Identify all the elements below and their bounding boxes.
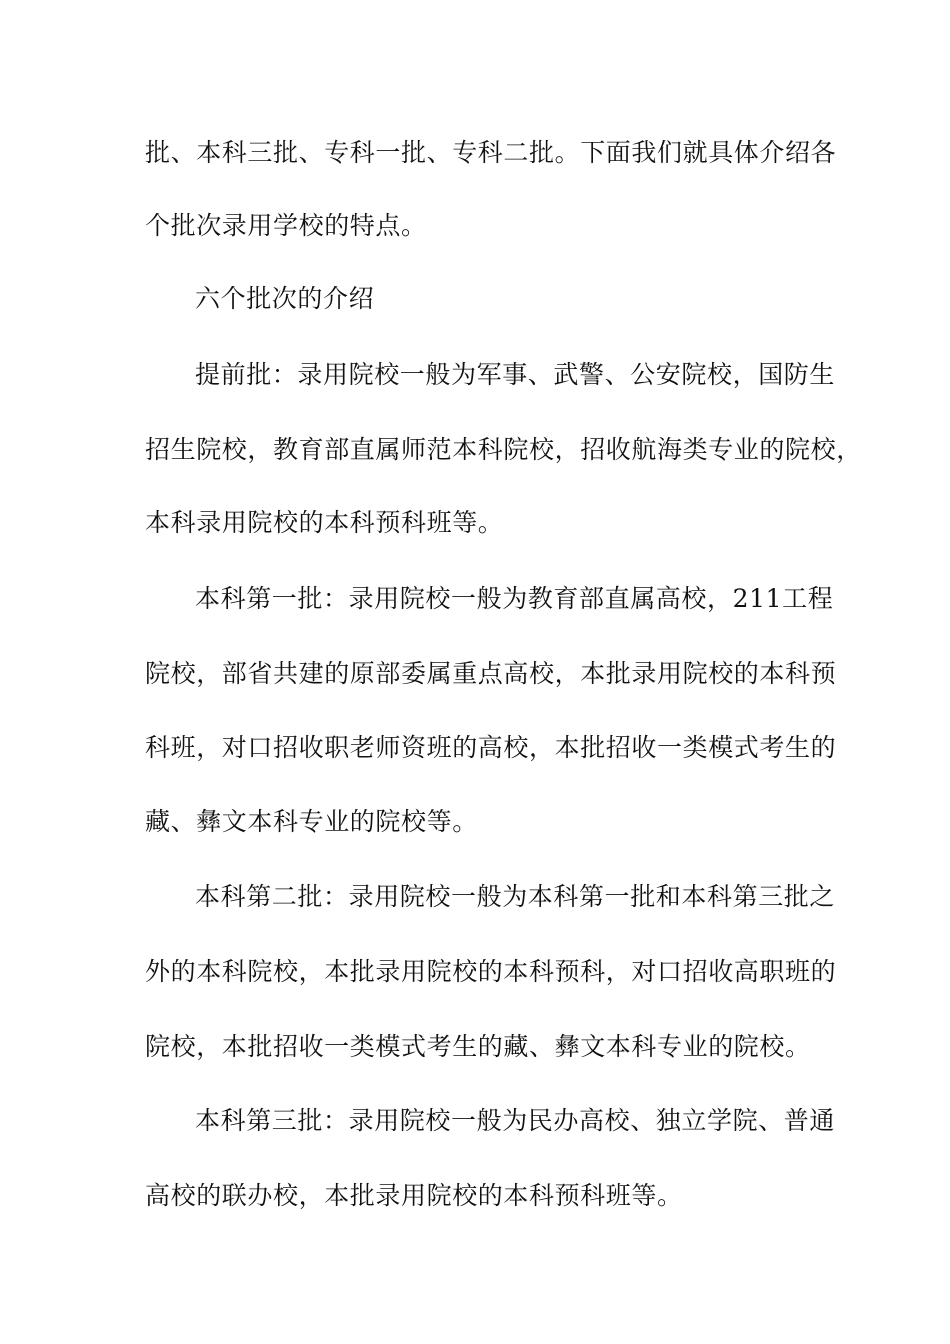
text-line: 提前批：录用院校一般为军事、武警、公安院校，国防生	[195, 360, 836, 389]
text-line: 科班，对口招收职老师资班的高校，本批招收一类模式考生的	[145, 733, 837, 762]
text-line: 藏、彝文本科专业的院校等。	[145, 807, 478, 836]
text-line: 本科第一批：录用院校一般为教育部直属高校，211工程	[195, 584, 834, 613]
text-line: 批、本科三批、专科一批、专科二批。下面我们就具体介绍各	[145, 138, 837, 167]
text-line: 招生院校，教育部直属师范本科院校，招收航海类专业的院校，	[145, 435, 862, 464]
text-line: 院校，本批招收一类模式考生的藏、彝文本科专业的院校。	[145, 1032, 811, 1061]
text-line: 外的本科院校，本批录用院校的本科预科，对口招收高职班的	[145, 957, 837, 986]
section-heading: 六个批次的介绍	[195, 284, 375, 313]
text-line: 本科第三批：录用院校一般为民办高校、独立学院、普通	[195, 1106, 836, 1135]
text-line: 高校的联办校，本批录用院校的本科预科班等。	[145, 1181, 683, 1210]
text-line: 院校，部省共建的原部委属重点高校，本批录用院校的本科预	[145, 659, 837, 688]
text-line: 个批次录用学校的特点。	[145, 211, 427, 240]
text-line: 本科第二批：录用院校一般为本科第一批和本科第三批之	[195, 882, 836, 911]
text-line: 本科录用院校的本科预科班等。	[145, 508, 504, 537]
